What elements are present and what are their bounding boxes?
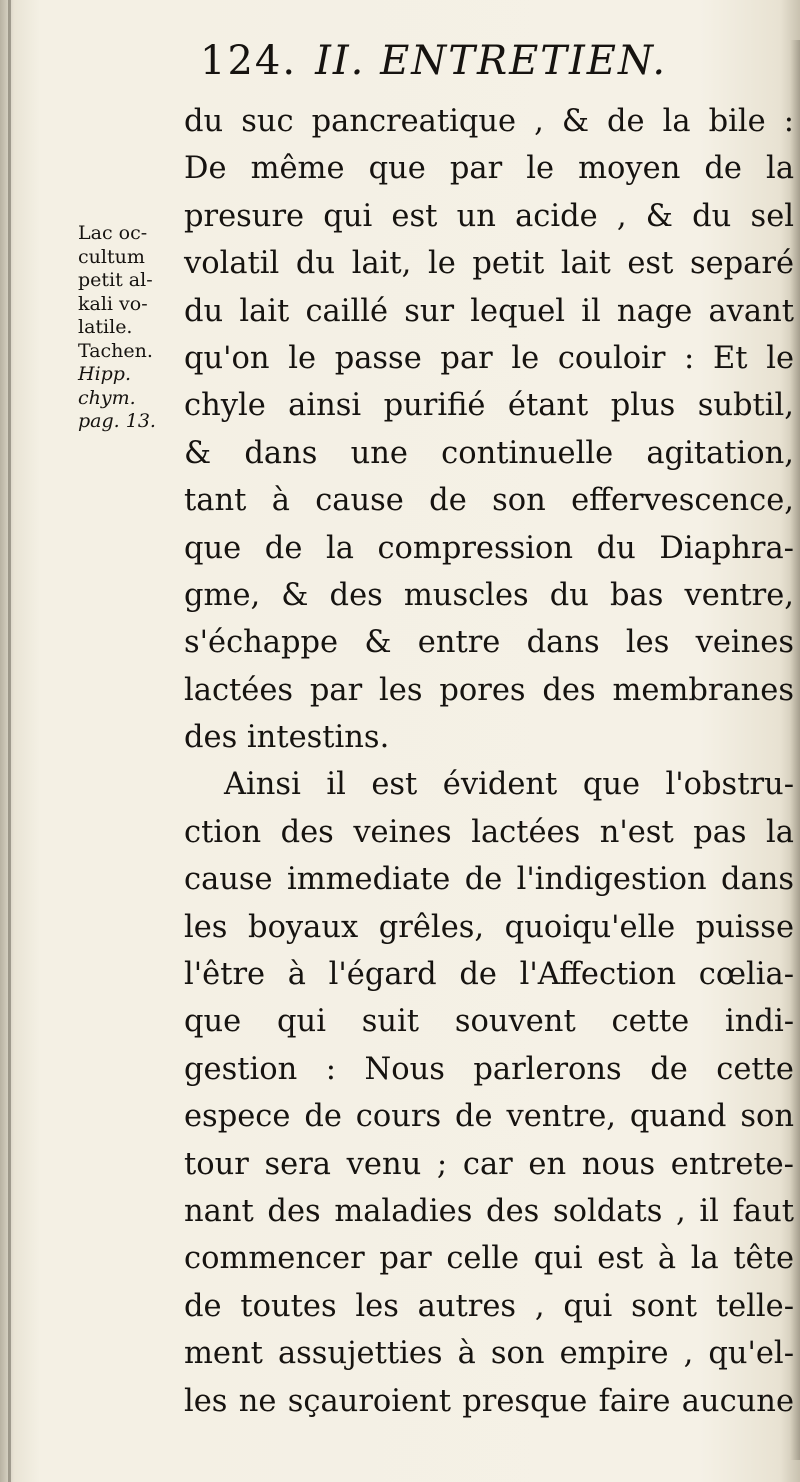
text-line: s'échappe & entre dans les veines xyxy=(184,625,794,661)
text-line: que de la compression du Diaphra- xyxy=(184,530,794,566)
page-number: 124. xyxy=(200,38,298,84)
margin-note-line: chym. xyxy=(78,386,136,409)
text-line: lactées par les pores des membranes xyxy=(184,672,794,708)
running-title: II. ENTRETIEN. xyxy=(315,38,668,84)
margin-note-line: Lac oc- xyxy=(78,222,148,244)
paragraph-start-line: Ainsi il est évident que l'obstru- xyxy=(224,767,794,803)
text-line: de toutes les autres , qui sont telle- xyxy=(184,1288,794,1324)
text-line: espece de cours de ventre, quand son xyxy=(184,1099,794,1135)
text-line: gme, & des muscles du bas ventre, xyxy=(184,577,794,613)
text-line: les boyaux grêles, quoiqu'elle puisse xyxy=(184,909,794,945)
text-line: commencer par celle qui est à la tête xyxy=(184,1241,794,1277)
text-line: les ne sçauroient presque faire aucune xyxy=(184,1383,794,1419)
text-line: presure qui est un acide , & du sel xyxy=(184,198,794,234)
text-line: nant des maladies des soldats , il faut xyxy=(184,1193,794,1229)
margin-note-line: Tachen. xyxy=(78,339,153,362)
text-line: & dans une continuelle agitation, xyxy=(184,435,794,471)
text-line: ction des veines lactées n'est pas la xyxy=(184,814,794,850)
margin-note-line: pag. 13. xyxy=(78,410,156,432)
text-line: gestion : Nous parlerons de cette xyxy=(184,1051,794,1087)
text-line: De même que par le moyen de la xyxy=(184,151,794,187)
text-line: cause immediate de l'indigestion dans xyxy=(184,862,794,898)
margin-note-line: petit al- xyxy=(78,269,153,291)
margin-note-line: cultum xyxy=(78,245,145,268)
text-line: chyle ainsi purifié étant plus subtil, xyxy=(184,388,794,424)
margin-note-line: Hipp. xyxy=(78,363,132,385)
text-line: tour sera venu ; car en nous entrete- xyxy=(184,1146,794,1182)
body-text xyxy=(184,98,794,1425)
text-line: ment assujetties à son empire , qu'el- xyxy=(184,1336,794,1372)
text-line: l'être à l'égard de l'Affection cœlia- xyxy=(184,957,794,993)
text-line: du lait caillé sur lequel il nage avant xyxy=(184,293,794,329)
text-line: tant à cause de son effervescence, xyxy=(184,483,794,519)
margin-note-line: latile. xyxy=(78,316,133,338)
margin-note xyxy=(78,222,196,434)
text-line: qu'on le passe par le couloir : Et le xyxy=(184,340,794,376)
text-line: volatil du lait, le petit lait est separé xyxy=(184,246,794,282)
page-gutter xyxy=(8,0,11,1482)
running-head xyxy=(200,38,760,84)
margin-note-line: kali vo- xyxy=(78,292,148,315)
text-line: que qui suit souvent cette indi- xyxy=(184,1004,794,1040)
text-line: des intestins. xyxy=(184,720,390,756)
text-line: du suc pancreatique , & de la bile : xyxy=(184,104,794,139)
